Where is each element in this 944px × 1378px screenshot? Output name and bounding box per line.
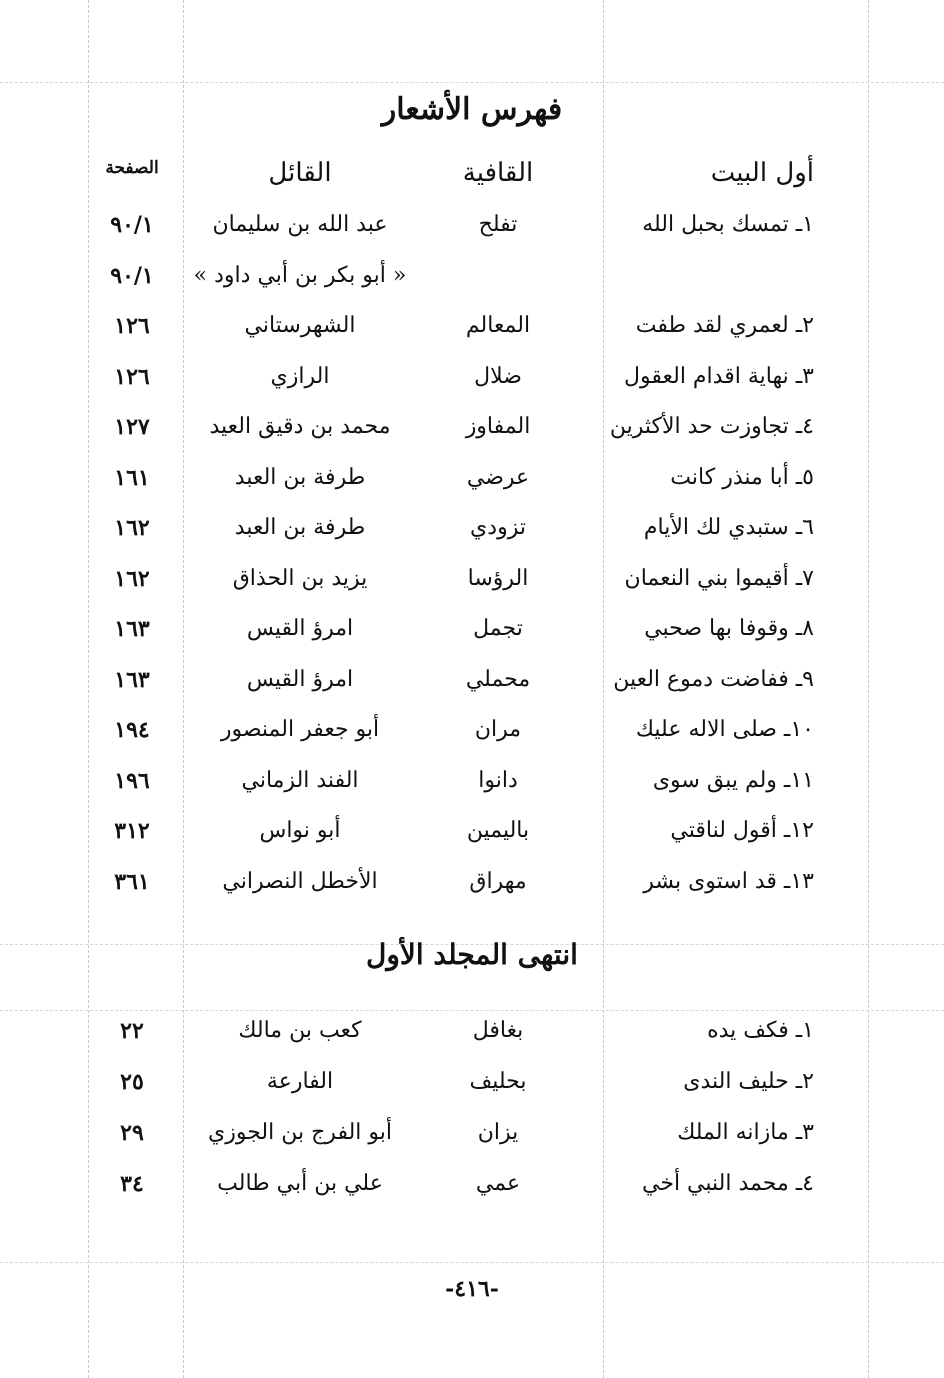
table-header — [0, 158, 944, 202]
table-row — [0, 1018, 944, 1062]
table-row — [0, 465, 944, 509]
rhyme: الرؤسا — [467, 565, 529, 591]
page-ref: ٣٦١ — [114, 868, 150, 895]
first-verse: ٨ـ وقوفا بها صحبي — [644, 616, 814, 641]
table-row — [0, 616, 944, 660]
first-verse: ٢ـ لعمري لقد طفت — [635, 313, 814, 338]
first-verse: ٤ـ تجاوزت حد الأكثرين — [609, 414, 814, 439]
page-ref: ١٩٦ — [114, 767, 150, 794]
header-rhyme: القافية — [462, 158, 534, 188]
page-ref: ١٦٣ — [114, 616, 150, 642]
table-row — [0, 364, 944, 408]
header-poet: القائل — [268, 158, 332, 188]
page-ref: ١٦٢ — [114, 565, 150, 592]
end-of-volume-heading: انتهى المجلد الأول — [366, 938, 578, 971]
first-verse: ٢ـ حليف الندى — [683, 1069, 814, 1094]
page-ref: ١٢٦ — [114, 313, 150, 339]
poet: « أبو بكر بن أبي داود » — [193, 262, 407, 288]
rhyme: عمي — [475, 1171, 521, 1196]
poet: عبد الله بن سليمان — [212, 212, 388, 237]
first-verse: ٥ـ أبا منذر كانت — [670, 464, 814, 490]
poet: طرفة بن العبد — [234, 464, 366, 490]
first-verse: ٣ـ مازانه الملك — [677, 1120, 814, 1145]
first-verse: ١٣ـ قد استوى بشر — [643, 868, 814, 894]
rhyme: المعالم — [465, 313, 531, 338]
poet: الشهرستاني — [244, 313, 356, 338]
table-row — [0, 818, 944, 862]
page-ref: ١٢٧ — [114, 414, 150, 440]
rhyme: ضلال — [474, 363, 522, 389]
page-ref: ٩٠/١ — [110, 212, 154, 238]
first-verse: ٣ـ نهاية اقدام العقول — [624, 363, 814, 389]
table-row — [0, 566, 944, 610]
rhyme: بحليف — [469, 1069, 527, 1094]
poet: كعب بن مالك — [238, 1018, 362, 1043]
page-ref: ١٦١ — [114, 464, 150, 491]
page-ref: ٩٠/١ — [110, 262, 154, 289]
guide-line — [0, 1010, 944, 1011]
page-ref: ١٦٣ — [114, 666, 150, 693]
page-title: فهرس الأشعار — [381, 92, 563, 127]
poet: امرؤ القيس — [246, 616, 354, 641]
poet: الأخطل النصراني — [222, 868, 378, 894]
table-row — [0, 414, 944, 458]
rhyme: مهراق — [469, 868, 527, 894]
table-row — [0, 768, 944, 812]
page-ref: ٢٩ — [120, 1120, 144, 1146]
rhyme: المفاوز — [465, 414, 531, 439]
first-verse: ١ـ فكف يده — [707, 1018, 814, 1043]
first-verse: ٦ـ ستبدي لك الأيام — [643, 515, 814, 540]
poet: الفارعة — [266, 1069, 334, 1094]
poet: الفند الزماني — [241, 767, 359, 793]
rhyme: عرضي — [466, 464, 530, 490]
page-ref: ١٢٦ — [114, 363, 150, 390]
poet: علي بن أبي طالب — [217, 1171, 383, 1196]
poet: أبو الفرج بن الجوزي — [208, 1120, 392, 1145]
rhyme: باليمين — [466, 818, 530, 843]
first-verse: ١ـ تمسك بحبل الله — [642, 212, 814, 237]
table-row — [0, 212, 944, 256]
page-ref: ١٦٢ — [114, 515, 150, 541]
page-ref: ٣١٢ — [114, 818, 150, 844]
table-row — [0, 869, 944, 913]
poet: أبو نواس — [259, 818, 341, 843]
poet: طرفة بن العبد — [234, 515, 366, 540]
guide-line — [0, 82, 944, 83]
first-verse: ١١ـ ولم يبق سوى — [652, 767, 814, 793]
table-row — [0, 717, 944, 761]
header-page: الصفحة — [105, 158, 159, 178]
poet: محمد بن دقيق العيد — [209, 414, 391, 439]
rhyme: تجمل — [473, 616, 523, 641]
table-row — [0, 1069, 944, 1113]
header-first-verse: أول البيت — [710, 158, 814, 188]
first-verse: ٤ـ محمد النبي أخي — [642, 1171, 814, 1196]
page-ref: ١٩٤ — [114, 717, 150, 743]
page-ref: ٣٤ — [120, 1171, 144, 1197]
page-ref: ٢٥ — [120, 1069, 144, 1095]
first-verse: ٩ـ ففاضت دموع العين — [613, 666, 814, 692]
guide-line — [0, 1262, 944, 1263]
rhyme: دانوا — [478, 767, 518, 793]
table-row — [0, 1120, 944, 1164]
rhyme: تزودي — [470, 515, 526, 540]
table-row — [0, 313, 944, 357]
rhyme: تفلح — [478, 212, 518, 237]
rhyme: مران — [474, 717, 522, 742]
table-row — [0, 1171, 944, 1215]
rhyme: محملي — [465, 666, 531, 692]
page-number: -٤١٦- — [445, 1276, 499, 1302]
poet: امرؤ القيس — [246, 666, 354, 692]
rhyme: بغافل — [472, 1018, 524, 1043]
first-verse: ١٠ـ صلى الاله عليك — [635, 717, 814, 742]
rhyme: يزان — [477, 1120, 519, 1145]
poet: الرازي — [270, 363, 330, 389]
page-ref: ٢٢ — [120, 1018, 144, 1044]
poet: أبو جعفر المنصور — [220, 717, 380, 742]
first-verse: ١٢ـ أقول لناقتي — [670, 818, 814, 843]
first-verse: ٧ـ أقيموا بني النعمان — [624, 565, 814, 591]
table-row — [0, 515, 944, 559]
table-row — [0, 263, 944, 307]
poet: يزيد بن الحذاق — [232, 565, 368, 591]
table-row — [0, 667, 944, 711]
